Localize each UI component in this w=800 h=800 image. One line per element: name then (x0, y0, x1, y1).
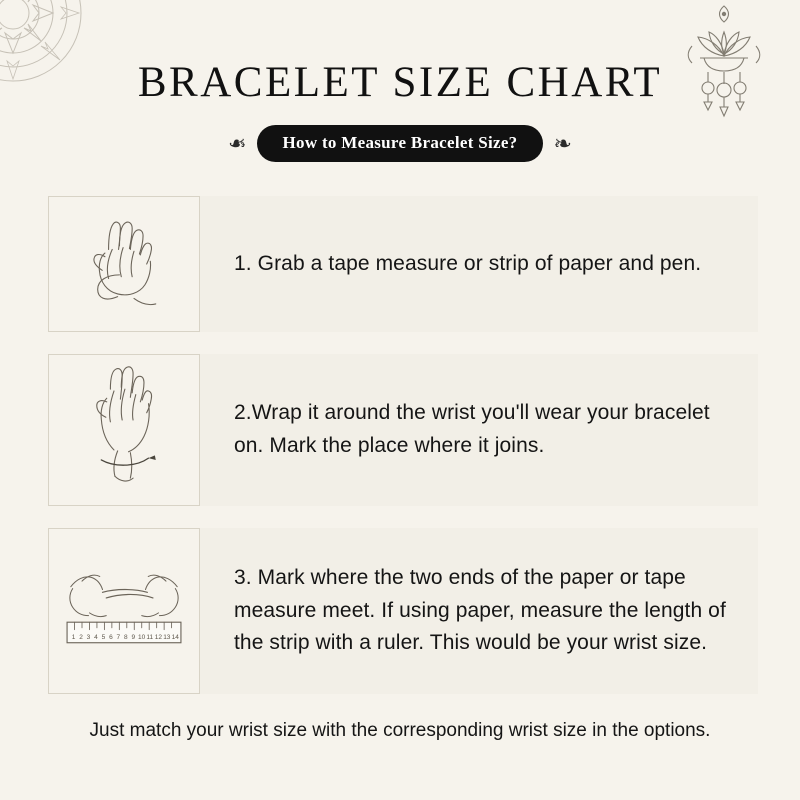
hands-measuring-ruler-icon (48, 528, 200, 694)
svg-text:13: 13 (163, 634, 171, 641)
flourish-right-icon: ❧ (553, 130, 572, 156)
subtitle-pill: How to Measure Bracelet Size? (257, 125, 544, 162)
svg-text:9: 9 (131, 634, 136, 641)
svg-text:10: 10 (138, 634, 146, 641)
page-title: BRACELET SIZE CHART (137, 59, 663, 106)
svg-text:6: 6 (109, 634, 113, 641)
footer-note: Just match your wrist size with the corresponding wrist size in the options. (89, 720, 711, 741)
subtitle-row (0, 125, 800, 162)
svg-text:1: 1 (71, 634, 76, 641)
svg-text:12: 12 (154, 634, 163, 641)
hand-fist-with-tape-icon (48, 196, 200, 332)
steps-list (0, 196, 800, 694)
list-item (48, 354, 758, 506)
svg-text:14: 14 (171, 634, 179, 641)
flourish-left-icon: ❧ (228, 130, 247, 156)
step-text: 1. Grab a tape measure or strip of paper and pen. (234, 251, 702, 275)
svg-text:11: 11 (146, 634, 154, 641)
list-item (48, 528, 758, 694)
svg-text:2: 2 (79, 634, 83, 641)
hand-wrist-wrapped-icon (48, 354, 200, 506)
list-item (48, 196, 758, 332)
svg-text:5: 5 (101, 634, 106, 641)
svg-text:7: 7 (116, 634, 121, 641)
step-text: 3. Mark where the two ends of the paper or tape measure meet. If using paper, measure the length of the strip with a ruler. This would be your wrist size. (234, 566, 726, 655)
svg-text:4: 4 (94, 634, 98, 641)
svg-text:8: 8 (124, 634, 128, 641)
step-text: 2.Wrap it around the wrist you'll wear your bracelet on. Mark the place where it joins. (234, 401, 710, 457)
svg-text:3: 3 (86, 634, 91, 641)
